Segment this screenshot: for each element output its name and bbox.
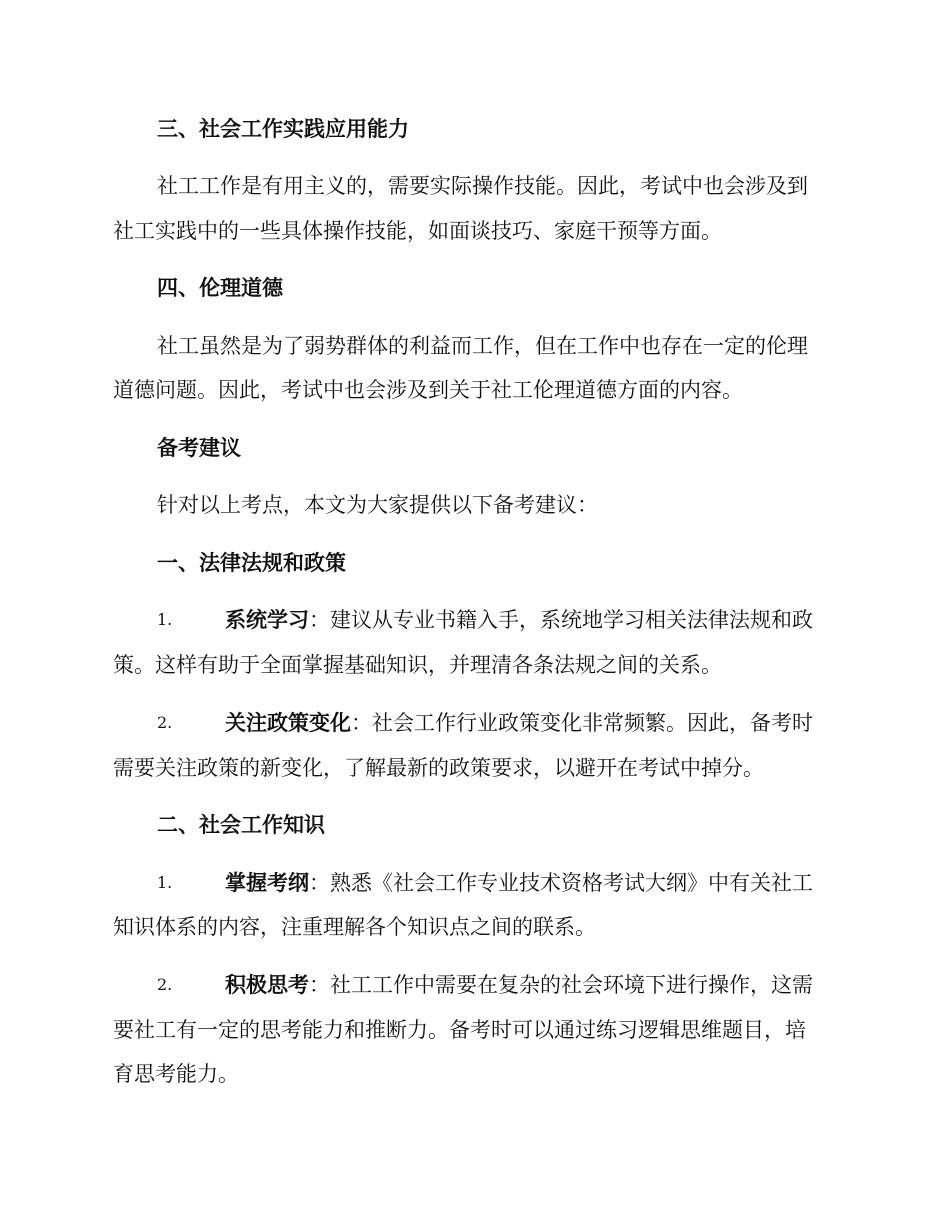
list-item-continuation: 策。这样有助于全面掌握基础知识，并理清各条法规之间的关系。 (113, 653, 722, 677)
section-heading-ethics: 四、伦理道德 (157, 276, 283, 300)
list-item-bold: 关注政策变化 (225, 711, 351, 735)
list-item-continuation: 育思考能力。 (113, 1062, 239, 1086)
list-item-lead (225, 868, 813, 898)
paragraph-line: 道德问题。因此，考试中也会涉及到关于社工伦理道德方面的内容。 (113, 378, 743, 402)
section-heading-law: 一、法律法规和政策 (157, 551, 346, 575)
list-item-text: ：社会工作行业政策变化非常频繁。因此，备考时 (351, 711, 813, 735)
list-item-bold: 积极思考 (225, 973, 309, 997)
list-item-lead (225, 970, 813, 1000)
section-heading-advice: 备考建议 (157, 436, 241, 460)
list-item-lead (225, 708, 813, 738)
paragraph-line: 社工实践中的一些具体操作技能，如面谈技巧、家庭干预等方面。 (113, 219, 722, 243)
list-item-text: ：社工工作中需要在复杂的社会环境下进行操作，这需 (309, 973, 813, 997)
list-item-continuation: 知识体系的内容，注重理解各个知识点之间的联系。 (113, 915, 596, 939)
paragraph-line: 社工虽然是为了弱势群体的利益而工作，但在工作中也存在一定的伦理 (157, 334, 808, 358)
list-item-number: 2. (157, 975, 173, 994)
section-heading-practice: 三、社会工作实践应用能力 (157, 117, 409, 141)
list-item-number: 2. (157, 713, 173, 732)
list-item-continuation: 需要关注政策的新变化，了解最新的政策要求，以避开在考试中掉分。 (113, 756, 764, 780)
list-item-number: 1. (157, 873, 173, 892)
list-item-bold: 掌握考纲 (225, 871, 309, 895)
paragraph-line: 针对以上考点，本文为大家提供以下备考建议： (157, 493, 598, 517)
section-heading-knowledge: 二、社会工作知识 (157, 813, 325, 837)
list-item-lead (225, 605, 813, 635)
paragraph-line: 社工工作是有用主义的，需要实际操作技能。因此，考试中也会涉及到 (157, 174, 808, 198)
list-item-number: 1. (157, 610, 173, 629)
list-item-text: ：建议从专业书籍入手，系统地学习相关法律法规和政 (309, 608, 813, 632)
list-item-text: ：熟悉《社会工作专业技术资格考试大纲》中有关社工 (309, 871, 813, 895)
list-item-continuation: 要社工有一定的思考能力和推断力。备考时可以通过练习逻辑思维题目，培 (113, 1018, 806, 1042)
list-item-bold: 系统学习 (225, 608, 309, 632)
